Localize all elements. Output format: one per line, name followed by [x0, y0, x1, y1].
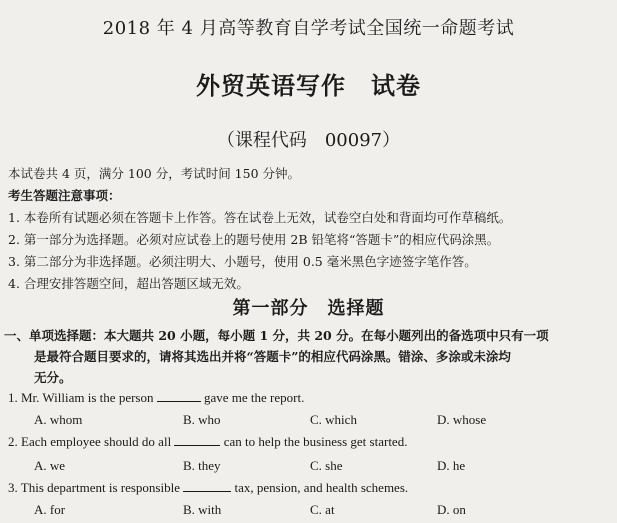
question-text: 1. Mr. William is the person	[8, 390, 154, 405]
question-text: can to help the business get started.	[223, 434, 408, 449]
option-c: C. which	[310, 412, 357, 427]
notice-heading: 考生答题注意事项：	[8, 188, 121, 203]
part1-title: 第一部分 选择题	[232, 298, 385, 319]
question-text: 2. Each employee should do all	[8, 434, 172, 449]
section-instructions: 一、单项选择题：本大题共 20 小题，每小题 1 分，共 20 分。在每小题列出的备选项中只有一项	[4, 328, 549, 343]
option-a: A. we	[34, 458, 66, 473]
paper-info: 本试卷共 4 页，满分 100 分，考试时间 150 分钟。	[8, 166, 301, 181]
option-a: A. whom	[34, 412, 83, 427]
option-a: A. for	[34, 502, 66, 517]
answer-blank	[157, 390, 201, 402]
exam-title: 2018 年 4 月高等教育自学考试全国统一命题考试	[102, 18, 515, 39]
option-c: C. at	[310, 502, 335, 517]
option-d: D. he	[437, 458, 466, 473]
course-code: （课程代码 00097）	[216, 130, 401, 151]
option-b: B. with	[183, 502, 222, 517]
notice-item: 4. 合理安排答题空间，超出答题区域无效。	[8, 276, 249, 291]
notice-item: 3. 第二部分为非选择题。必须注明大、小题号，使用 0.5 毫米黑色字迹签字笔作答。	[8, 254, 477, 269]
question-1	[8, 390, 304, 406]
section-instructions: 是最符合题目要求的，请将其选出并将“答题卡”的相应代码涂黑。错涂、多涂或未涂均	[34, 349, 511, 364]
option-d: D. on	[437, 502, 466, 517]
notice-item: 2. 第一部分为选择题。必须对应试卷上的题号使用 2B 铅笔将“答题卡”的相应代码涂黑。	[8, 232, 500, 247]
question-3	[8, 480, 408, 496]
question-2	[8, 434, 407, 450]
answer-blank	[183, 480, 231, 492]
option-b: B. they	[183, 458, 221, 473]
option-d: D. whose	[437, 412, 487, 427]
question-text: tax, pension, and health schemes.	[234, 480, 409, 495]
answer-blank	[174, 434, 220, 446]
option-b: B. who	[183, 412, 221, 427]
notice-item: 1. 本卷所有试题必须在答题卡上作答。答在试卷上无效，试卷空白处和背面均可作草稿纸。	[8, 210, 512, 225]
option-c: C. she	[310, 458, 343, 473]
section-instructions: 无分。	[34, 370, 72, 385]
paper-title: 外贸英语写作 试卷	[196, 71, 421, 100]
question-text: gave me the report.	[203, 390, 305, 405]
question-text: 3. This department is responsible	[8, 480, 180, 495]
